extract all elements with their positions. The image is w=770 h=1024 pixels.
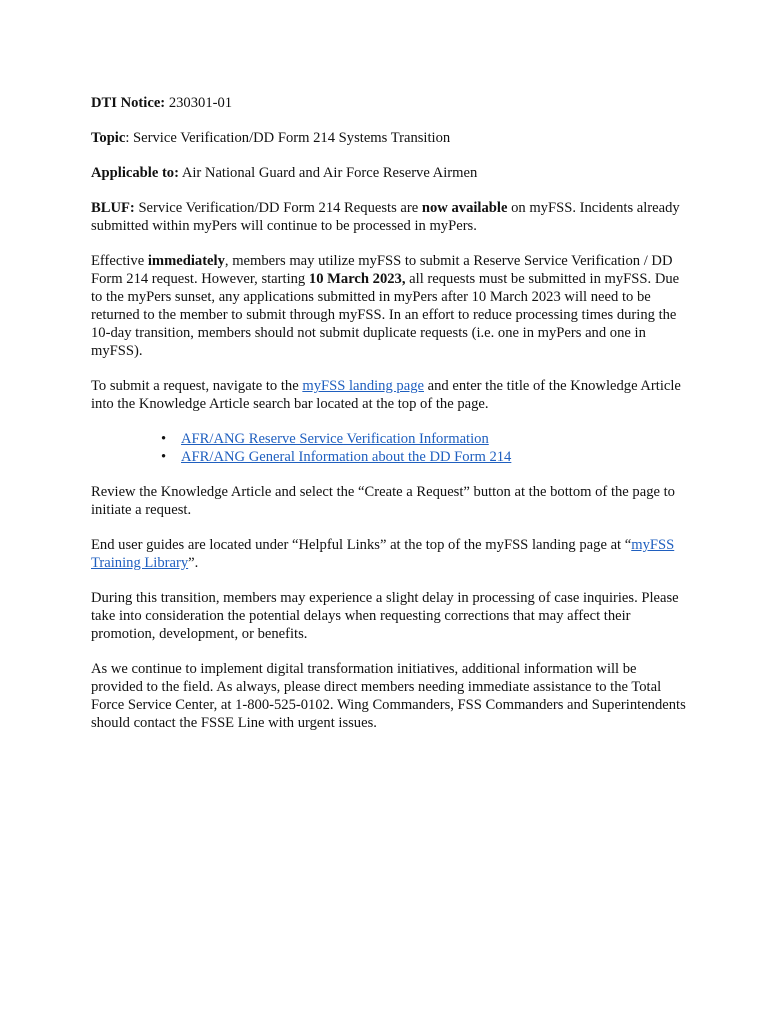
effective-text-3: all requests must be submitted in myFSS. Due to the myPers sunset, any applications submitted in myPers after 10 March 2023 will need to be returned to the member to submit through myFSS. In an effort to reduce processing times during the 10-day transition, members should not submit duplicate requests (i.e. one in myPers and one in myFSS). <box>91 271 680 359</box>
guides-text-1: End user guides are located under “Helpful Links” at the top of the myFSS landing page at “ <box>91 537 632 553</box>
notice-line <box>91 94 691 112</box>
training-library-link[interactable]: myFSS Training Library <box>91 537 675 571</box>
notice-value: 230301-01 <box>168 95 233 111</box>
submit-paragraph <box>91 377 691 413</box>
notice-label: DTI Notice: <box>91 95 166 111</box>
review-paragraph: Review the Knowledge Article and select the “Create a Request” button at the bottom of the page to initiate a request. <box>91 484 675 518</box>
topic-label: Topic <box>91 130 126 146</box>
guides-text-2: ”. <box>188 555 199 571</box>
document-body <box>91 94 691 749</box>
applicable-line <box>91 164 691 182</box>
list-item <box>181 448 691 466</box>
article-link-dd-form-214[interactable]: AFR/ANG General Information about the DD Form 214 <box>181 449 512 465</box>
bluf-bold-1: now available <box>421 200 508 216</box>
topic-line <box>91 129 691 147</box>
bluf-text-2: on myFSS. Incidents already submitted within myPers will continue to be processed in myPers. <box>91 200 680 234</box>
effective-text-2: , members may utilize myFSS to submit a Reserve Service Verification / DD Form 214 request. However, starting <box>91 253 673 287</box>
knowledge-article-list <box>91 430 691 466</box>
applicable-value: Air National Guard and Air Force Reserve Airmen <box>181 165 478 181</box>
submit-text-1: To submit a request, navigate to the <box>91 378 299 394</box>
topic-value: : Service Verification/DD Form 214 Systems Transition <box>125 130 451 146</box>
transition-paragraph: During this transition, members may experience a slight delay in processing of case inquiries. Please take into consideration the potential delays when requesting corrections that may affect their promotion, development, or benefits. <box>91 590 679 642</box>
submit-text-2: and enter the title of the Knowledge Article into the Knowledge Article search bar located at the top of the page. <box>91 378 681 412</box>
closing-paragraph: As we continue to implement digital transformation initiatives, additional information will be provided to the field. As always, please direct members needing immediate assistance to the Total Force Service Center, at 1-800-525-0102. Wing Commanders, FSS Commanders and Superintendents should contact the FSSE Line with urgent issues. <box>91 661 686 731</box>
bluf-text-1: Service Verification/DD Form 214 Requests are <box>138 200 419 216</box>
bluf-label: BLUF: <box>91 200 135 216</box>
effective-text-1: Effective <box>91 253 145 269</box>
guides-paragraph <box>91 536 691 572</box>
effective-paragraph <box>91 252 691 360</box>
bluf-paragraph <box>91 199 691 235</box>
effective-bold-1: immediately <box>147 253 225 269</box>
applicable-label: Applicable to: <box>91 165 179 181</box>
myfss-landing-page-link[interactable]: myFSS landing page <box>302 378 424 394</box>
effective-bold-2: 10 March 2023, <box>308 271 406 287</box>
list-item <box>181 430 691 448</box>
article-link-service-verification[interactable]: AFR/ANG Reserve Service Verification Information <box>181 431 489 447</box>
